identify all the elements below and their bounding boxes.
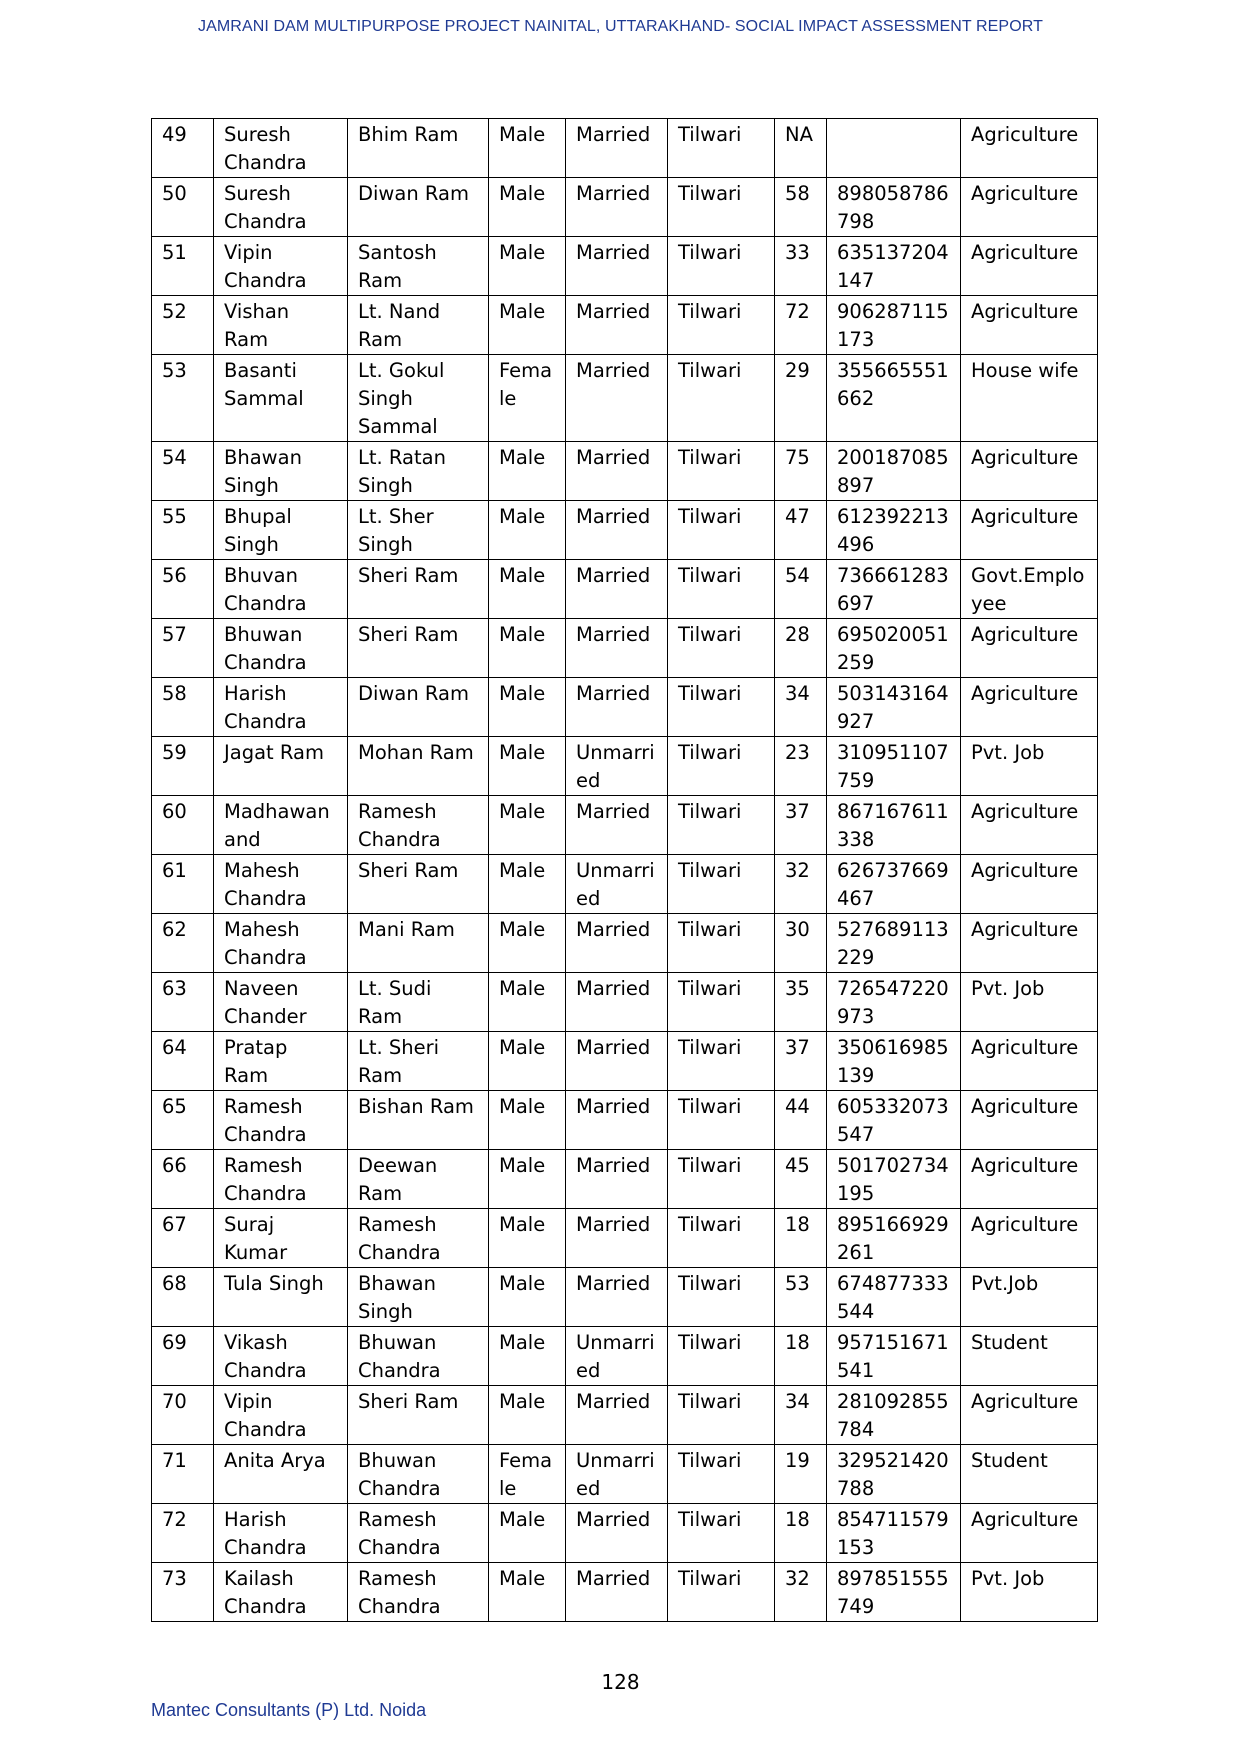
cell-occupation: Agriculture (961, 796, 1098, 855)
table-row (152, 796, 1098, 855)
cell-age: 58 (775, 178, 827, 237)
cell-sex: Male (489, 1209, 566, 1268)
table-body (152, 119, 1098, 1622)
cell-sex: Male (489, 1504, 566, 1563)
cell-occupation: Agriculture (961, 678, 1098, 737)
table-row (152, 855, 1098, 914)
cell-occupation: Govt.Employee (961, 560, 1098, 619)
table-row (152, 237, 1098, 296)
cell-father-name: Bhim Ram (348, 119, 489, 178)
cell-father-name: Ramesh Chandra (348, 1563, 489, 1622)
cell-phone (827, 119, 961, 178)
cell-occupation: Pvt. Job (961, 973, 1098, 1032)
cell-age: 19 (775, 1445, 827, 1504)
cell-serial-no: 56 (152, 560, 214, 619)
cell-father-name: Santosh Ram (348, 237, 489, 296)
cell-father-name: Lt. Sheri Ram (348, 1032, 489, 1091)
table-row (152, 501, 1098, 560)
cell-occupation: Pvt.Job (961, 1268, 1098, 1327)
table-row (152, 1563, 1098, 1622)
cell-name: Suresh Chandra (214, 178, 348, 237)
table-row (152, 1150, 1098, 1209)
cell-age: 18 (775, 1209, 827, 1268)
cell-father-name: Ramesh Chandra (348, 1209, 489, 1268)
cell-serial-no: 69 (152, 1327, 214, 1386)
cell-serial-no: 72 (152, 1504, 214, 1563)
cell-phone: 695020051259 (827, 619, 961, 678)
cell-marital-status: Married (566, 442, 668, 501)
cell-father-name: Ramesh Chandra (348, 1504, 489, 1563)
table-row (152, 1504, 1098, 1563)
cell-marital-status: Married (566, 678, 668, 737)
cell-occupation: Student (961, 1445, 1098, 1504)
cell-serial-no: 70 (152, 1386, 214, 1445)
cell-age: 23 (775, 737, 827, 796)
cell-father-name: Bhawan Singh (348, 1268, 489, 1327)
table-row (152, 178, 1098, 237)
cell-age: 30 (775, 914, 827, 973)
cell-serial-no: 64 (152, 1032, 214, 1091)
cell-age: 35 (775, 973, 827, 1032)
table-row (152, 1445, 1098, 1504)
cell-age: 37 (775, 796, 827, 855)
cell-age: 44 (775, 1091, 827, 1150)
cell-phone: 200187085897 (827, 442, 961, 501)
respondent-table (151, 118, 1098, 1622)
cell-village: Tilwari (668, 1563, 775, 1622)
cell-sex: Male (489, 442, 566, 501)
cell-serial-no: 54 (152, 442, 214, 501)
cell-village: Tilwari (668, 501, 775, 560)
cell-age: 54 (775, 560, 827, 619)
table-row (152, 1209, 1098, 1268)
cell-sex: Male (489, 619, 566, 678)
cell-father-name: Lt. Ratan Singh (348, 442, 489, 501)
table-row (152, 560, 1098, 619)
cell-marital-status: Married (566, 1032, 668, 1091)
cell-marital-status: Married (566, 560, 668, 619)
cell-sex: Male (489, 855, 566, 914)
cell-occupation: Agriculture (961, 619, 1098, 678)
cell-name: Harish Chandra (214, 1504, 348, 1563)
cell-name: Vikash Chandra (214, 1327, 348, 1386)
table-row (152, 973, 1098, 1032)
cell-name: Vishan Ram (214, 296, 348, 355)
cell-name: Kailash Chandra (214, 1563, 348, 1622)
cell-phone: 329521420788 (827, 1445, 961, 1504)
cell-age: 45 (775, 1150, 827, 1209)
cell-name: Vipin Chandra (214, 1386, 348, 1445)
cell-age: 29 (775, 355, 827, 442)
cell-sex: Male (489, 560, 566, 619)
cell-village: Tilwari (668, 1504, 775, 1563)
table-row (152, 119, 1098, 178)
table-row (152, 1327, 1098, 1386)
cell-occupation: Agriculture (961, 1209, 1098, 1268)
cell-phone: 867167611338 (827, 796, 961, 855)
table-row (152, 1091, 1098, 1150)
cell-marital-status: Married (566, 973, 668, 1032)
table-row (152, 355, 1098, 442)
cell-serial-no: 50 (152, 178, 214, 237)
cell-marital-status: Married (566, 796, 668, 855)
cell-father-name: Deewan Ram (348, 1150, 489, 1209)
cell-sex: Male (489, 1032, 566, 1091)
cell-serial-no: 52 (152, 296, 214, 355)
cell-age: 28 (775, 619, 827, 678)
cell-serial-no: 67 (152, 1209, 214, 1268)
cell-phone: 898058786798 (827, 178, 961, 237)
cell-marital-status: Unmarried (566, 1445, 668, 1504)
cell-serial-no: 62 (152, 914, 214, 973)
cell-village: Tilwari (668, 355, 775, 442)
cell-name: Bhupal Singh (214, 501, 348, 560)
cell-sex: Male (489, 1327, 566, 1386)
cell-marital-status: Unmarried (566, 1327, 668, 1386)
cell-name: Bhuvan Chandra (214, 560, 348, 619)
cell-age: 32 (775, 1563, 827, 1622)
cell-village: Tilwari (668, 560, 775, 619)
cell-father-name: Lt. Gokul Singh Sammal (348, 355, 489, 442)
cell-marital-status: Married (566, 501, 668, 560)
cell-marital-status: Married (566, 619, 668, 678)
cell-occupation: Pvt. Job (961, 737, 1098, 796)
cell-village: Tilwari (668, 619, 775, 678)
cell-age: 18 (775, 1504, 827, 1563)
cell-village: Tilwari (668, 973, 775, 1032)
cell-sex: Male (489, 501, 566, 560)
cell-age: 33 (775, 237, 827, 296)
cell-age: 34 (775, 678, 827, 737)
cell-occupation: Agriculture (961, 1386, 1098, 1445)
cell-occupation: Pvt. Job (961, 1563, 1098, 1622)
cell-phone: 957151671541 (827, 1327, 961, 1386)
cell-name: Mahesh Chandra (214, 914, 348, 973)
cell-sex: Male (489, 914, 566, 973)
cell-occupation: Agriculture (961, 296, 1098, 355)
cell-name: Anita Arya (214, 1445, 348, 1504)
cell-serial-no: 61 (152, 855, 214, 914)
cell-phone: 736661283697 (827, 560, 961, 619)
cell-marital-status: Unmarried (566, 855, 668, 914)
cell-marital-status: Married (566, 1150, 668, 1209)
cell-serial-no: 68 (152, 1268, 214, 1327)
cell-occupation: Agriculture (961, 1091, 1098, 1150)
cell-sex: Male (489, 178, 566, 237)
cell-name: Suraj Kumar (214, 1209, 348, 1268)
cell-serial-no: 55 (152, 501, 214, 560)
cell-marital-status: Married (566, 1268, 668, 1327)
cell-marital-status: Married (566, 237, 668, 296)
cell-father-name: Sheri Ram (348, 560, 489, 619)
table-row (152, 296, 1098, 355)
cell-village: Tilwari (668, 678, 775, 737)
cell-sex: Male (489, 119, 566, 178)
cell-phone: 503143164927 (827, 678, 961, 737)
cell-village: Tilwari (668, 178, 775, 237)
cell-father-name: Sheri Ram (348, 1386, 489, 1445)
cell-village: Tilwari (668, 1386, 775, 1445)
cell-sex: Male (489, 1150, 566, 1209)
cell-phone: 605332073547 (827, 1091, 961, 1150)
cell-village: Tilwari (668, 119, 775, 178)
cell-marital-status: Married (566, 1091, 668, 1150)
cell-name: Pratap Ram (214, 1032, 348, 1091)
cell-serial-no: 59 (152, 737, 214, 796)
cell-village: Tilwari (668, 237, 775, 296)
cell-phone: 501702734195 (827, 1150, 961, 1209)
cell-occupation: Agriculture (961, 855, 1098, 914)
cell-occupation: Agriculture (961, 914, 1098, 973)
cell-age: 32 (775, 855, 827, 914)
cell-serial-no: 49 (152, 119, 214, 178)
cell-father-name: Bhuwan Chandra (348, 1327, 489, 1386)
cell-village: Tilwari (668, 1209, 775, 1268)
cell-name: Harish Chandra (214, 678, 348, 737)
table-row (152, 619, 1098, 678)
cell-name: Madhawan and (214, 796, 348, 855)
cell-phone: 897851555749 (827, 1563, 961, 1622)
cell-sex: Male (489, 1563, 566, 1622)
table-row (152, 1268, 1098, 1327)
cell-phone: 635137204147 (827, 237, 961, 296)
cell-sex: Male (489, 1268, 566, 1327)
cell-village: Tilwari (668, 1268, 775, 1327)
cell-father-name: Sheri Ram (348, 619, 489, 678)
table-row (152, 914, 1098, 973)
cell-father-name: Mani Ram (348, 914, 489, 973)
cell-name: Basanti Sammal (214, 355, 348, 442)
cell-occupation: Agriculture (961, 119, 1098, 178)
cell-age: 34 (775, 1386, 827, 1445)
cell-father-name: Ramesh Chandra (348, 796, 489, 855)
cell-village: Tilwari (668, 442, 775, 501)
cell-occupation: House wife (961, 355, 1098, 442)
cell-father-name: Diwan Ram (348, 678, 489, 737)
cell-father-name: Lt. Nand Ram (348, 296, 489, 355)
cell-name: Tula Singh (214, 1268, 348, 1327)
cell-phone: 854711579153 (827, 1504, 961, 1563)
cell-sex: Male (489, 973, 566, 1032)
cell-phone: 895166929261 (827, 1209, 961, 1268)
cell-village: Tilwari (668, 1327, 775, 1386)
cell-age: 75 (775, 442, 827, 501)
cell-serial-no: 58 (152, 678, 214, 737)
cell-sex: Male (489, 296, 566, 355)
cell-village: Tilwari (668, 1445, 775, 1504)
cell-name: Suresh Chandra (214, 119, 348, 178)
cell-sex: Male (489, 237, 566, 296)
cell-sex: Female (489, 1445, 566, 1504)
cell-serial-no: 53 (152, 355, 214, 442)
cell-marital-status: Married (566, 1386, 668, 1445)
cell-marital-status: Married (566, 1504, 668, 1563)
cell-occupation: Agriculture (961, 237, 1098, 296)
cell-village: Tilwari (668, 1150, 775, 1209)
cell-occupation: Agriculture (961, 442, 1098, 501)
report-header: JAMRANI DAM MULTIPURPOSE PROJECT NAINITAL, UTTARAKHAND- SOCIAL IMPACT ASSESSMENT REPORT (198, 18, 1043, 35)
cell-serial-no: 71 (152, 1445, 214, 1504)
company-name: Mantec Consultants (P) Ltd. Noida (151, 1700, 427, 1720)
cell-name: Jagat Ram (214, 737, 348, 796)
cell-age: 53 (775, 1268, 827, 1327)
cell-name: Vipin Chandra (214, 237, 348, 296)
cell-father-name: Diwan Ram (348, 178, 489, 237)
cell-marital-status: Married (566, 178, 668, 237)
cell-serial-no: 57 (152, 619, 214, 678)
cell-age: 37 (775, 1032, 827, 1091)
cell-village: Tilwari (668, 796, 775, 855)
cell-phone: 355665551662 (827, 355, 961, 442)
table-row (152, 442, 1098, 501)
cell-sex: Male (489, 796, 566, 855)
cell-sex: Male (489, 737, 566, 796)
cell-father-name: Bishan Ram (348, 1091, 489, 1150)
cell-occupation: Agriculture (961, 501, 1098, 560)
cell-serial-no: 66 (152, 1150, 214, 1209)
page-number: 128 (601, 1670, 640, 1694)
cell-name: Ramesh Chandra (214, 1150, 348, 1209)
cell-serial-no: 60 (152, 796, 214, 855)
cell-village: Tilwari (668, 855, 775, 914)
cell-phone: 281092855784 (827, 1386, 961, 1445)
cell-phone: 310951107759 (827, 737, 961, 796)
cell-father-name: Sheri Ram (348, 855, 489, 914)
table-row (152, 1032, 1098, 1091)
cell-serial-no: 73 (152, 1563, 214, 1622)
cell-phone: 350616985139 (827, 1032, 961, 1091)
cell-serial-no: 51 (152, 237, 214, 296)
cell-age: 18 (775, 1327, 827, 1386)
cell-marital-status: Married (566, 119, 668, 178)
cell-occupation: Agriculture (961, 1150, 1098, 1209)
cell-father-name: Mohan Ram (348, 737, 489, 796)
cell-age: 47 (775, 501, 827, 560)
cell-name: Ramesh Chandra (214, 1091, 348, 1150)
table-row (152, 1386, 1098, 1445)
cell-phone: 527689113229 (827, 914, 961, 973)
cell-occupation: Agriculture (961, 1032, 1098, 1091)
cell-age: 72 (775, 296, 827, 355)
cell-marital-status: Married (566, 1209, 668, 1268)
cell-sex: Male (489, 1091, 566, 1150)
cell-phone: 626737669467 (827, 855, 961, 914)
cell-father-name: Bhuwan Chandra (348, 1445, 489, 1504)
cell-name: Mahesh Chandra (214, 855, 348, 914)
cell-phone: 906287115173 (827, 296, 961, 355)
cell-phone: 726547220973 (827, 973, 961, 1032)
cell-village: Tilwari (668, 296, 775, 355)
cell-name: Bhuwan Chandra (214, 619, 348, 678)
cell-occupation: Agriculture (961, 1504, 1098, 1563)
table-row (152, 737, 1098, 796)
cell-father-name: Lt. Sher Singh (348, 501, 489, 560)
cell-sex: Male (489, 678, 566, 737)
cell-name: Bhawan Singh (214, 442, 348, 501)
cell-village: Tilwari (668, 1091, 775, 1150)
cell-occupation: Student (961, 1327, 1098, 1386)
cell-village: Tilwari (668, 914, 775, 973)
cell-marital-status: Married (566, 914, 668, 973)
cell-name: Naveen Chander (214, 973, 348, 1032)
cell-father-name: Lt. Sudi Ram (348, 973, 489, 1032)
cell-age: NA (775, 119, 827, 178)
cell-serial-no: 65 (152, 1091, 214, 1150)
cell-serial-no: 63 (152, 973, 214, 1032)
cell-sex: Female (489, 355, 566, 442)
cell-occupation: Agriculture (961, 178, 1098, 237)
cell-marital-status: Married (566, 296, 668, 355)
cell-marital-status: Married (566, 355, 668, 442)
cell-phone: 674877333544 (827, 1268, 961, 1327)
cell-village: Tilwari (668, 1032, 775, 1091)
cell-village: Tilwari (668, 737, 775, 796)
cell-sex: Male (489, 1386, 566, 1445)
table-row (152, 678, 1098, 737)
cell-marital-status: Married (566, 1563, 668, 1622)
cell-phone: 612392213496 (827, 501, 961, 560)
cell-marital-status: Unmarried (566, 737, 668, 796)
